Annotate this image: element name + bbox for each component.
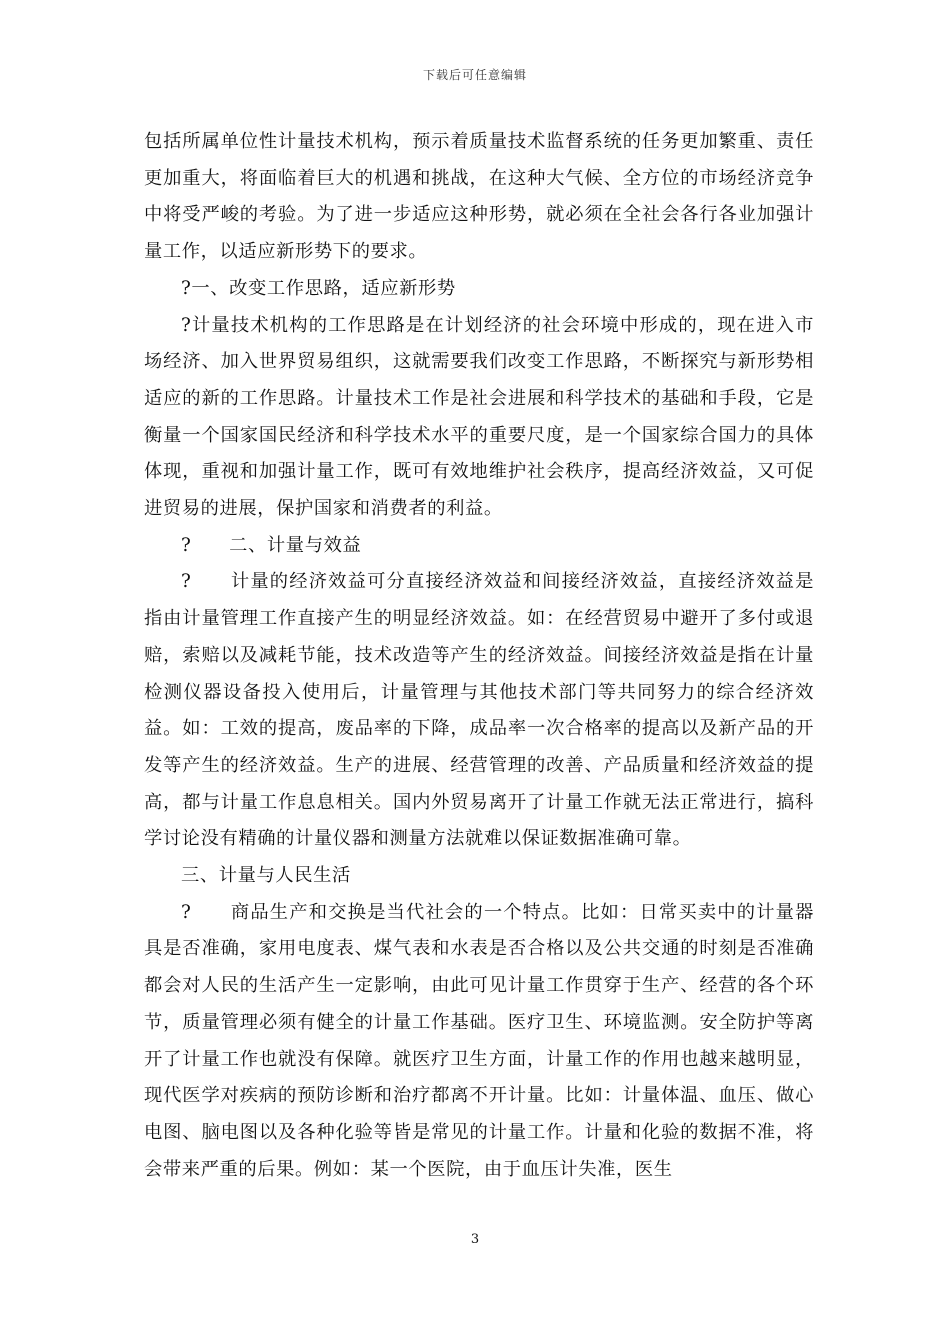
page-header: 下载后可任意编辑 [422, 68, 527, 82]
paragraph-section-2: ? 计量的经济效益可分直接经济效益和间接经济效益，直接经济效益是指由计量管理工作直接产生的明显经济效益。如：在经营贸易中避开了多付或退赔，索赔以及减耗节能，技术改造等产生的经济效益。间接经济效益是指在计量检测仪器设备投入使用后，计量管理与其他技术部门等共同努力的综合经济效益。如：工效的提高，废品率的下降，成品率一次合格率的提高以及新产品的开发等产生的经济效益。生产的进展、经营管理的改善、产品质量和经济效益的提高，都与计量工作息息相关。国内外贸易离开了计量工作就无法正常进行，搞科学讨论没有精确的计量仪器和测量方法就难以保证数据准确可靠。 [144, 571, 814, 850]
paragraph-section-1: ?计量技术机构的工作思路是在计划经济的社会环境中形成的，现在进入市场经济、加入世界贸易组织，这就需要我们改变工作思路，不断探究与新形势相适应的新的工作思路。计量技术工作是社会进展和科学技术的基础和手段，它是衡量一个国家国民经济和科学技术水平的重要尺度，是一个国家综合国力的具体体现，重视和加强计量工作，既可有效地维护社会秩序，提高经济效益，又可促进贸易的进展，保护国家和消费者的利益。 [144, 314, 814, 520]
page-number: 3 [470, 1232, 480, 1247]
document-body [144, 124, 814, 1188]
section-heading-2: ? 二、计量与效益 [181, 534, 362, 556]
paragraph-continuation: 包括所属单位性计量技术机构，预示着质量技术监督系统的任务更加繁重、责任更加重大，将面临着巨大的机遇和挑战，在这种大气候、全方位的市场经济竞争中将受严峻的考验。为了进一步适应这种形势，就必须在全社会各行各业加强计量工作，以适应新形势下的要求。 [144, 131, 814, 263]
section-heading-3: 三、计量与人民生活 [181, 865, 351, 887]
section-heading-1: ?一、改变工作思路，适应新形势 [181, 277, 456, 299]
paragraph-section-3: ? 商品生产和交换是当代社会的一个特点。比如：日常买卖中的计量器具是否准确，家用电度表、煤气表和水表是否合格以及公共交通的时刻是否准确都会对人民的生活产生一定影响，由此可见计量工作贯穿于生产、经营的各个环节，质量管理必须有健全的计量工作基础。医疗卫生、环境监测。安全防护等离开了计量工作也就没有保障。就医疗卫生方面，计量工作的作用也越来越明显，现代医学对疾病的预防诊断和治疗都离不开计量。比如：计量体温、血压、做心电图、脑电图以及各种化验等皆是常见的计量工作。计量和化验的数据不准，将会带来严重的后果。例如：某一个医院，由于血压计失准，医生 [144, 901, 814, 1180]
